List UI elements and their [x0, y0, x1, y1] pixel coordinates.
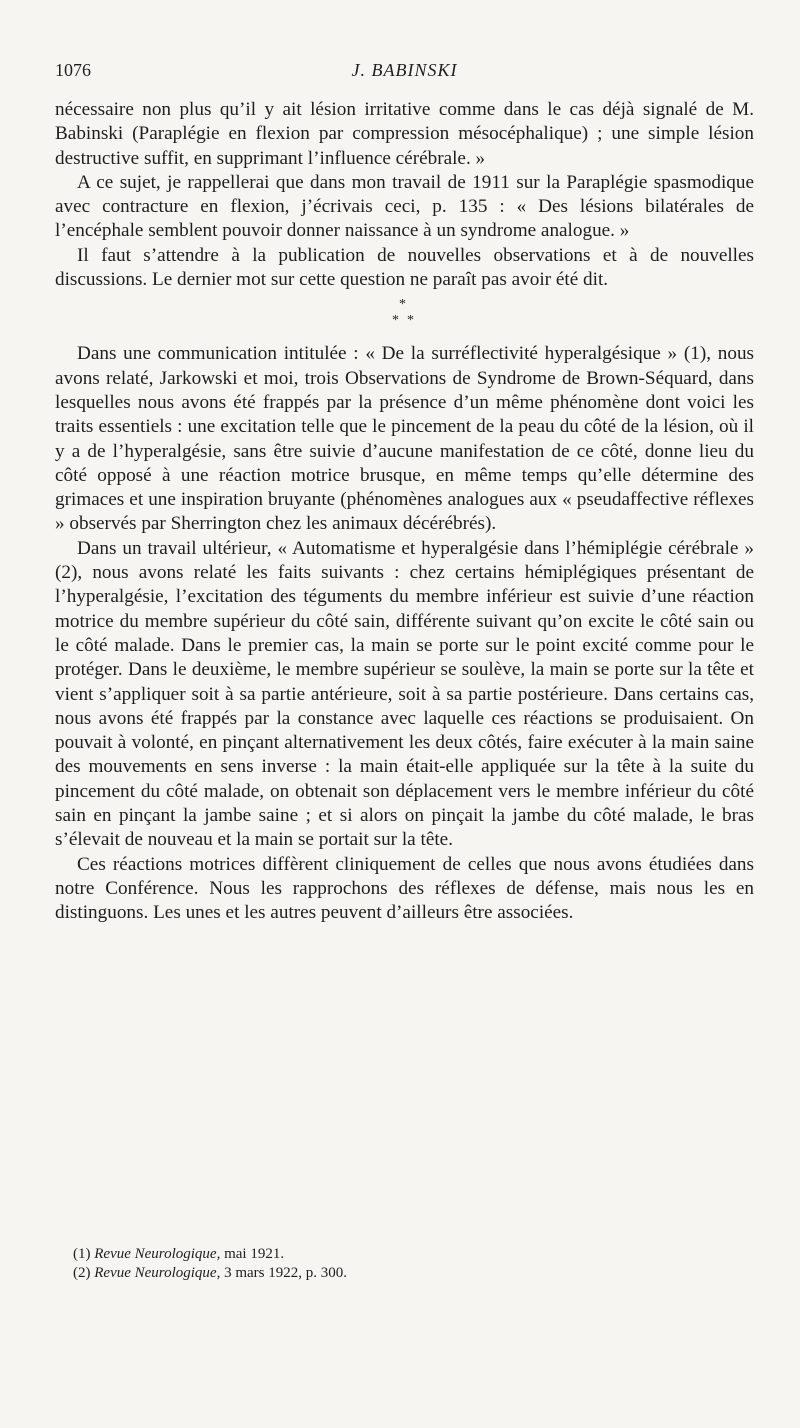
footnote-detail: mai 1921. — [224, 1246, 285, 1262]
footnote — [73, 1245, 723, 1264]
asterism-star: * — [392, 313, 399, 329]
running-head: J. BABINSKI — [351, 60, 458, 80]
paragraph: A ce sujet, je rappellerai que dans mon travail de 1911 sur la Paraplégie spasmodique avec contracture en flexion, j’écrivais ceci, p. 135 : « Des lésions bilatérales de l’encéphale semblent pouvoir donner naissance à un syndrome analogue. » — [55, 171, 754, 242]
paragraph: Dans un travail ultérieur, « Automatisme et hyperalgésie dans l’hémiplégie cérébrale » (2), nous avons relaté les faits suivants : chez certains hémiplégiques présentant de l’hyperalgésie, l’excitation des téguments du membre inférieur est suivie d’une réaction motrice du membre supérieur du côté sain, différente suivant qu’on excite le côté sain ou le côté malade. Dans le premier cas, la main se porte sur le point excité comme pour le protéger. Dans le deuxième, le membre supérieur se soulève, la main se porte sur la tête et vient s’appliquer soit à sa partie antérieure, soit à sa partie postérieure. Dans certains cas, nous avons été frappés par la constance avec laquelle ces réactions se produisaient. On pouvait à volonté, en pinçant alternativement les deux côtés, faire exécuter à la main saine des mouvements en sens inverse : la main était-elle appliquée sur la tête à la suite du pincement du côté malade, on obtenait son déplacement vers le membre inférieur du côté sain en pinçant la jambe saine ; et si alors on pinçait la jambe du côté malade, le bras s’élevait de nouveau et la main se portait sur la tête. — [55, 537, 754, 851]
body-text — [55, 98, 754, 926]
section-asterism — [55, 292, 754, 342]
footnote-marker: (2) — [73, 1265, 91, 1281]
footnote-source: Revue Neurologique, — [94, 1246, 221, 1262]
page-header — [55, 60, 754, 84]
paragraph: Il faut s’attendre à la publication de nouvelles observations et à de nouvelles discussions. Le dernier mot sur cette question ne paraît pas avoir été dit. — [55, 244, 754, 291]
asterism-star: * — [407, 313, 414, 329]
footnote-detail: 3 mars 1922, p. 300. — [224, 1265, 347, 1281]
footnote — [73, 1264, 723, 1283]
footnote-source: Revue Neurologique, — [94, 1265, 221, 1281]
paragraph: nécessaire non plus qu’il y ait lésion irritative comme dans le cas déjà signalé de M. Babinski (Paraplégie en flexion par compression mésocéphalique) ; une simple lésion destructive suffit, en supprimant l’influence cérébrale. » — [55, 99, 754, 169]
paragraph: Ces réactions motrices diffèrent cliniquement de celles que nous avons étudiées dans notre Conférence. Nous les rapprochons des réflexes de défense, mais nous les en distinguons. Les unes et les autres peuvent d’ailleurs être associées. — [55, 853, 754, 924]
paragraph: Dans une communication intitulée : « De la surréflectivité hyperalgésique » (1), nous avons relaté, Jarkowski et moi, trois Observations de Syndrome de Brown-Séquard, dans lesquelles nous avons été frappés par la présence d’un même phénomène dont voici les traits essentiels : une excitation telle que le pincement de la peau du côté de la lésion, où il y a de l’hyperalgésie, sans être suivie d’aucune manifestation de ce côté, donne lieu du côté opposé à une réaction motrice brusque, en même temps qu’elle détermine des grimaces et une inspiration bruyante (phénomènes analogues aux « pseudaffective réflexes » observés par Sherrington chez les animaux décérébrés). — [55, 343, 754, 535]
footnotes — [73, 1245, 723, 1283]
asterism-star: * — [399, 297, 406, 313]
footnote-marker: (1) — [73, 1246, 91, 1262]
page-number: 1076 — [55, 60, 91, 80]
